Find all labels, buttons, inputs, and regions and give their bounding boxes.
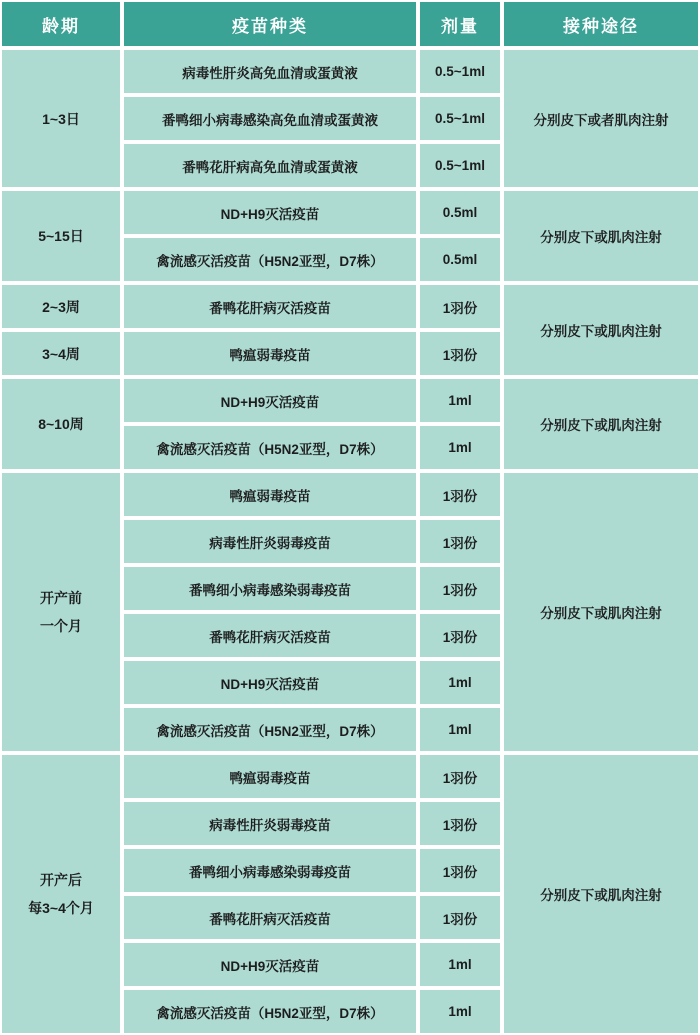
vaccine-cell: 禽流感灭活疫苗（H5N2亚型，D7株） [122, 988, 418, 1035]
dose-cell: 1ml [418, 424, 502, 471]
dose-cell: 1ml [418, 988, 502, 1035]
dose-cell: 1ml [418, 706, 502, 753]
table-header [0, 0, 700, 48]
dose-cell: 1羽份 [418, 518, 502, 565]
age-cell [0, 377, 122, 471]
table-row [0, 377, 700, 424]
table-row [0, 189, 700, 236]
vaccine-cell: 番鸭花肝病灭活疫苗 [122, 612, 418, 659]
table-row [0, 753, 700, 800]
header-row [0, 0, 700, 48]
age-label: 开产前 [40, 590, 82, 606]
dose-cell: 1羽份 [418, 283, 502, 330]
route-cell: 分别皮下或者肌肉注射 [502, 48, 700, 189]
vaccine-cell: 番鸭细小病毒感染高免血清或蛋黄液 [122, 95, 418, 142]
dose-cell: 1羽份 [418, 471, 502, 518]
age-cell [0, 48, 122, 189]
dose-cell: 1羽份 [418, 565, 502, 612]
vaccine-cell: 鸭瘟弱毒疫苗 [122, 753, 418, 800]
table-row [0, 283, 700, 330]
table-row [0, 471, 700, 518]
dose-cell: 1ml [418, 941, 502, 988]
vaccine-cell: 番鸭花肝病高免血清或蛋黄液 [122, 142, 418, 189]
column-header-vaccine-type: 疫苗种类 [122, 0, 418, 48]
age-label: 一个月 [40, 618, 82, 634]
dose-cell: 1羽份 [418, 330, 502, 377]
vaccine-cell: 禽流感灭活疫苗（H5N2亚型，D7株） [122, 706, 418, 753]
age-label: 2~3周 [42, 298, 80, 315]
route-cell: 分别皮下或肌肉注射 [502, 189, 700, 283]
route-cell: 分别皮下或肌肉注射 [502, 283, 700, 377]
age-label: 5~15日 [38, 228, 84, 244]
vaccine-cell: ND+H9灭活疫苗 [122, 377, 418, 424]
vaccine-cell: 鸭瘟弱毒疫苗 [122, 330, 418, 377]
vaccine-cell: 病毒性肝炎弱毒疫苗 [122, 518, 418, 565]
dose-cell: 0.5~1ml [418, 95, 502, 142]
age-label: 开产后 [40, 872, 82, 888]
column-header-dose: 剂量 [418, 0, 502, 48]
vaccine-cell: 番鸭细小病毒感染弱毒疫苗 [122, 847, 418, 894]
vaccine-cell: 番鸭细小病毒感染弱毒疫苗 [122, 565, 418, 612]
age-label: 8~10周 [38, 416, 84, 432]
route-cell: 分别皮下或肌肉注射 [502, 471, 700, 753]
vaccine-cell: 鸭瘟弱毒疫苗 [122, 471, 418, 518]
vaccine-cell: 番鸭花肝病灭活疫苗 [122, 283, 418, 330]
table-body [0, 48, 700, 1035]
vaccine-cell: ND+H9灭活疫苗 [122, 941, 418, 988]
vaccine-cell: 禽流感灭活疫苗（H5N2亚型，D7株） [122, 424, 418, 471]
column-header-route: 接种途径 [502, 0, 700, 48]
vaccine-cell: 禽流感灭活疫苗（H5N2亚型，D7株） [122, 236, 418, 283]
route-cell: 分别皮下或肌肉注射 [502, 377, 700, 471]
dose-cell: 0.5ml [418, 189, 502, 236]
age-cell [0, 471, 122, 753]
dose-cell: 1羽份 [418, 847, 502, 894]
dose-cell: 1羽份 [418, 894, 502, 941]
dose-cell: 1羽份 [418, 753, 502, 800]
vaccine-cell: ND+H9灭活疫苗 [122, 659, 418, 706]
vaccine-cell: ND+H9灭活疫苗 [122, 189, 418, 236]
route-cell: 分别皮下或肌肉注射 [502, 753, 700, 1035]
dose-cell: 1ml [418, 377, 502, 424]
table-row [0, 48, 700, 95]
vaccine-cell: 番鸭花肝病灭活疫苗 [122, 894, 418, 941]
dose-cell: 1羽份 [418, 612, 502, 659]
age-cell [0, 753, 122, 1035]
dose-cell: 0.5ml [418, 236, 502, 283]
age-cell [0, 330, 122, 377]
column-header-age: 龄期 [0, 0, 122, 48]
age-cell [0, 189, 122, 283]
dose-cell: 1羽份 [418, 800, 502, 847]
dose-cell: 1ml [418, 659, 502, 706]
age-label: 1~3日 [42, 110, 80, 127]
vaccine-cell: 病毒性肝炎弱毒疫苗 [122, 800, 418, 847]
dose-cell: 0.5~1ml [418, 48, 502, 95]
age-label: 3~4周 [42, 345, 80, 362]
age-label: 每3~4个月 [28, 900, 94, 916]
age-cell [0, 283, 122, 330]
dose-cell: 0.5~1ml [418, 142, 502, 189]
vaccine-cell: 病毒性肝炎高免血清或蛋黄液 [122, 48, 418, 95]
